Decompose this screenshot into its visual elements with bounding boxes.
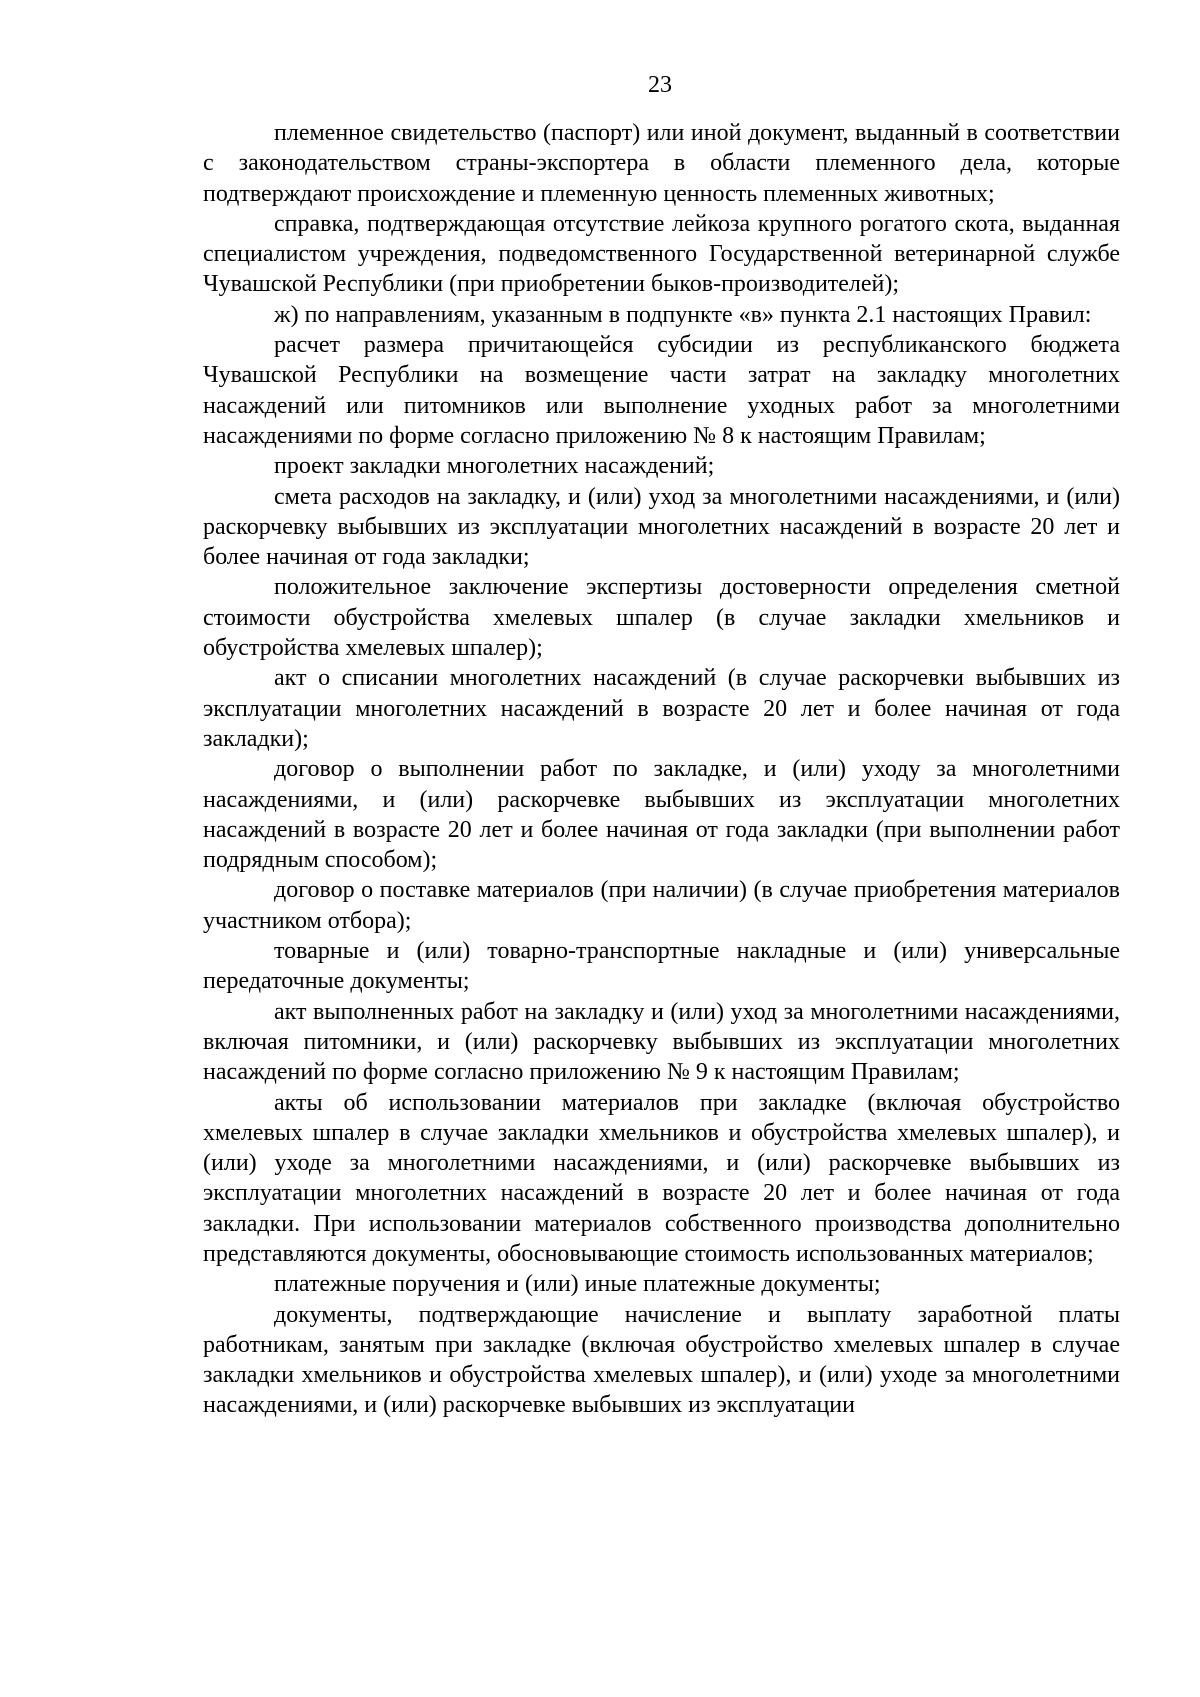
paragraph-waybills: товарные и (или) товарно-транспортные накладные и (или) универсальные передаточные документы; (203, 938, 1120, 995)
paragraph-breeding-certificate: племенное свидетельство (паспорт) или иной документ, выданный в соответствии с законодательством страны-экспортера в области племенного дела, которые подтверждают происхождение и племенную ценность племенных животных; (203, 120, 1120, 207)
paragraph-payroll-documents: документы, подтверждающие начисление и выплату заработной платы работникам, занятым при закладке (включая обустройство хмелевых шпалер в случае закладки хмельников и обустройства хмелевых шпалер), и (или) уходе за многолетними насаждениями, и (или) раскорчевке выбывших из эксплуатации (203, 1301, 1120, 1419)
paragraph-subitem-zh: ж) по направлениям, указанным в подпункте «в» пункта 2.1 настоящих Правил: (274, 301, 1092, 328)
paragraph-payment-orders: платежные поручения и (или) иные платежные документы; (274, 1271, 881, 1298)
paragraph-expert-conclusion: положительное заключение экспертизы достоверности определения сметной стоимости обустройства хмелевых шпалер (в случае закладки хмельников и обустройства хмелевых шпалер); (203, 574, 1120, 662)
paragraph-planting-project: проект закладки многолетних насаждений; (274, 453, 715, 480)
paragraph-write-off-act: акт о списании многолетних насаждений (в случае раскорчевки выбывших из эксплуатации многолетних насаждений в возрасте 20 лет и более начиная от года закладки); (203, 665, 1120, 752)
paragraph-supply-contract: договор о поставке материалов (при наличии) (в случае приобретения материалов участником отбора); (203, 877, 1120, 934)
paragraph-subsidy-calculation: расчет размера причитающейся субсидии из республиканского бюджета Чувашской Республики на возмещение части затрат на закладку многолетних насаждений или питомников или выполнение уходных работ за многолетними насаждениями по форме согласно приложению № 8 к настоящим Правилам; (203, 332, 1120, 449)
paragraph-leukosis-certificate: справка, подтверждающая отсутствие лейкоза крупного рогатого скота, выданная специалистом учреждения, подведомственного Государственной ветеринарной службе Чувашской Республики (при приобретении быков-производителей); (203, 210, 1120, 298)
paragraph-works-contract: договор о выполнении работ по закладке, и (или) уходу за многолетними насаждениями, и (или) раскорчевке выбывших из эксплуатации многолетних насаждений в возрасте 20 лет и более начиная от года закладки (при выполнении работ подрядным способом); (203, 756, 1120, 874)
document-body (203, 118, 1120, 1421)
paragraph-cost-estimate: смета расходов на закладку, и (или) уход за многолетними насаждениями, и (или) раскорчевку выбывших из эксплуатации многолетних насаждений в возрасте 20 лет и более начиная от года закладки; (203, 483, 1120, 571)
paragraph-materials-usage-acts: акты об использовании материалов при закладке (включая обустройство хмелевых шпалер в случае закладки хмельников и обустройства хмелевых шпалер), и (или) уходе за многолетними насаждениями, и (или) раскорчевке выбывших из эксплуатации многолетних насаждений в возрасте 20 лет и более начиная от года закладки. При использовании материалов собственного производства дополнительно представляются документы, обосновывающие стоимость использованных материалов; (203, 1089, 1120, 1267)
paragraph-completed-works-act: акт выполненных работ на закладку и (или) уход за многолетними насаждениями, включая питомники, и (или) раскорчевку выбывших из эксплуатации многолетних насаждений по форме согласно приложению № 9 к настоящим Правилам; (203, 998, 1120, 1086)
page-number: 23 (648, 72, 672, 98)
